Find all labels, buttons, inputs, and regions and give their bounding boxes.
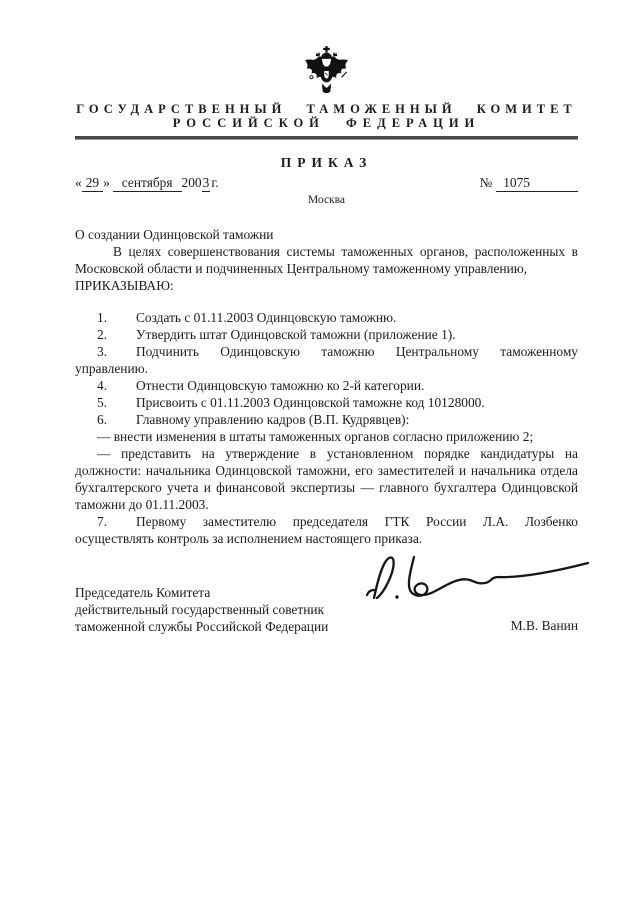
date-month: сентября (113, 175, 182, 192)
number-value: 1075 (496, 175, 578, 192)
item-text: Утвердить штат Одинцовской таможни (приложение 1). (136, 327, 456, 342)
item-text: Первому заместителю председателя ГТК России Л.А. Лозбенко осуществлять контроль за исполнением настоящего приказа. (75, 514, 578, 546)
doc-type-title: ПРИКАЗ (280, 155, 373, 170)
open-quote: « (75, 175, 82, 190)
date-year-digit: 3 (202, 175, 210, 190)
signature-position-line: действительный государственный советник (75, 602, 325, 617)
header-rule (75, 136, 578, 140)
signature-autograph-icon (361, 550, 593, 606)
order-item (75, 394, 578, 411)
intro-paragraph: В целях совершенствования системы таможенных органов, расположенных в Московской области и подчиненных Центральному таможенному управлению, (75, 244, 578, 276)
order-item (75, 343, 578, 377)
item-text: Отнести Одинцовскую таможню ко 2-й категории. (136, 378, 425, 393)
item-number: 4. (97, 378, 108, 393)
date-century: 200 (181, 175, 202, 190)
item-text: — внести изменения в штаты таможенных органов согласно приложению 2; (97, 429, 534, 444)
item-number: 6. (97, 412, 108, 427)
item-text: Главному управлению кадров (В.П. Кудрявцев): (136, 412, 410, 427)
item-number: 5. (97, 395, 108, 410)
item-text: Подчинить Одинцовскую таможню Центральному таможенному управлению. (75, 344, 578, 376)
number-label: № (479, 175, 493, 190)
subject-line: О создании Одинцовской таможни (75, 227, 274, 242)
item-number: 2. (97, 327, 108, 342)
signature-position-line: Председатель Комитета (75, 585, 211, 600)
order-item (75, 411, 578, 428)
item-number: 7. (97, 514, 108, 529)
date-day: 29 (82, 175, 103, 192)
order-item (75, 513, 578, 547)
item-number: 3. (97, 344, 108, 359)
date-line (75, 175, 219, 192)
order-items (75, 309, 578, 547)
close-quote: » (103, 175, 110, 190)
coat-of-arms-icon (303, 46, 350, 98)
signature-block (75, 584, 578, 635)
emblem-wrap (75, 46, 578, 100)
org-name-line2: РОССИЙСКОЙ ФЕДЕРАЦИИ (172, 116, 481, 130)
date-number-row (75, 175, 578, 192)
city-label: Москва (307, 194, 346, 206)
item-number: 1. (97, 310, 108, 325)
item-text: Создать с 01.11.2003 Одинцовскую таможню. (136, 310, 397, 325)
signature-position-line: таможенной службы Российской Федерации (75, 619, 329, 634)
order-number (479, 175, 578, 192)
order-subitem (75, 428, 578, 445)
command-word: ПРИКАЗЫВАЮ: (75, 278, 174, 293)
order-item (75, 377, 578, 394)
item-text: — представить на утверждение в установленном порядке кандидатуры на должности: начальника Одинцовской таможни, его заместителей и начальника отдела бухгалтерского учета и финансовой экспертизы — главного бухгалтера Одинцовской таможни до 01.11.2003. (75, 446, 578, 512)
order-item (75, 309, 578, 326)
org-name-line1: ГОСУДАРСТВЕННЫЙ ТАМОЖЕННЫЙ КОМИТЕТ (76, 102, 577, 116)
order-item (75, 326, 578, 343)
date-year-suffix: г. (211, 175, 219, 190)
item-text: Присвоить с 01.11.2003 Одинцовской таможне код 10128000. (136, 395, 485, 410)
order-subitem (75, 445, 578, 513)
signatory-name: М.В. Ванин (510, 618, 578, 633)
